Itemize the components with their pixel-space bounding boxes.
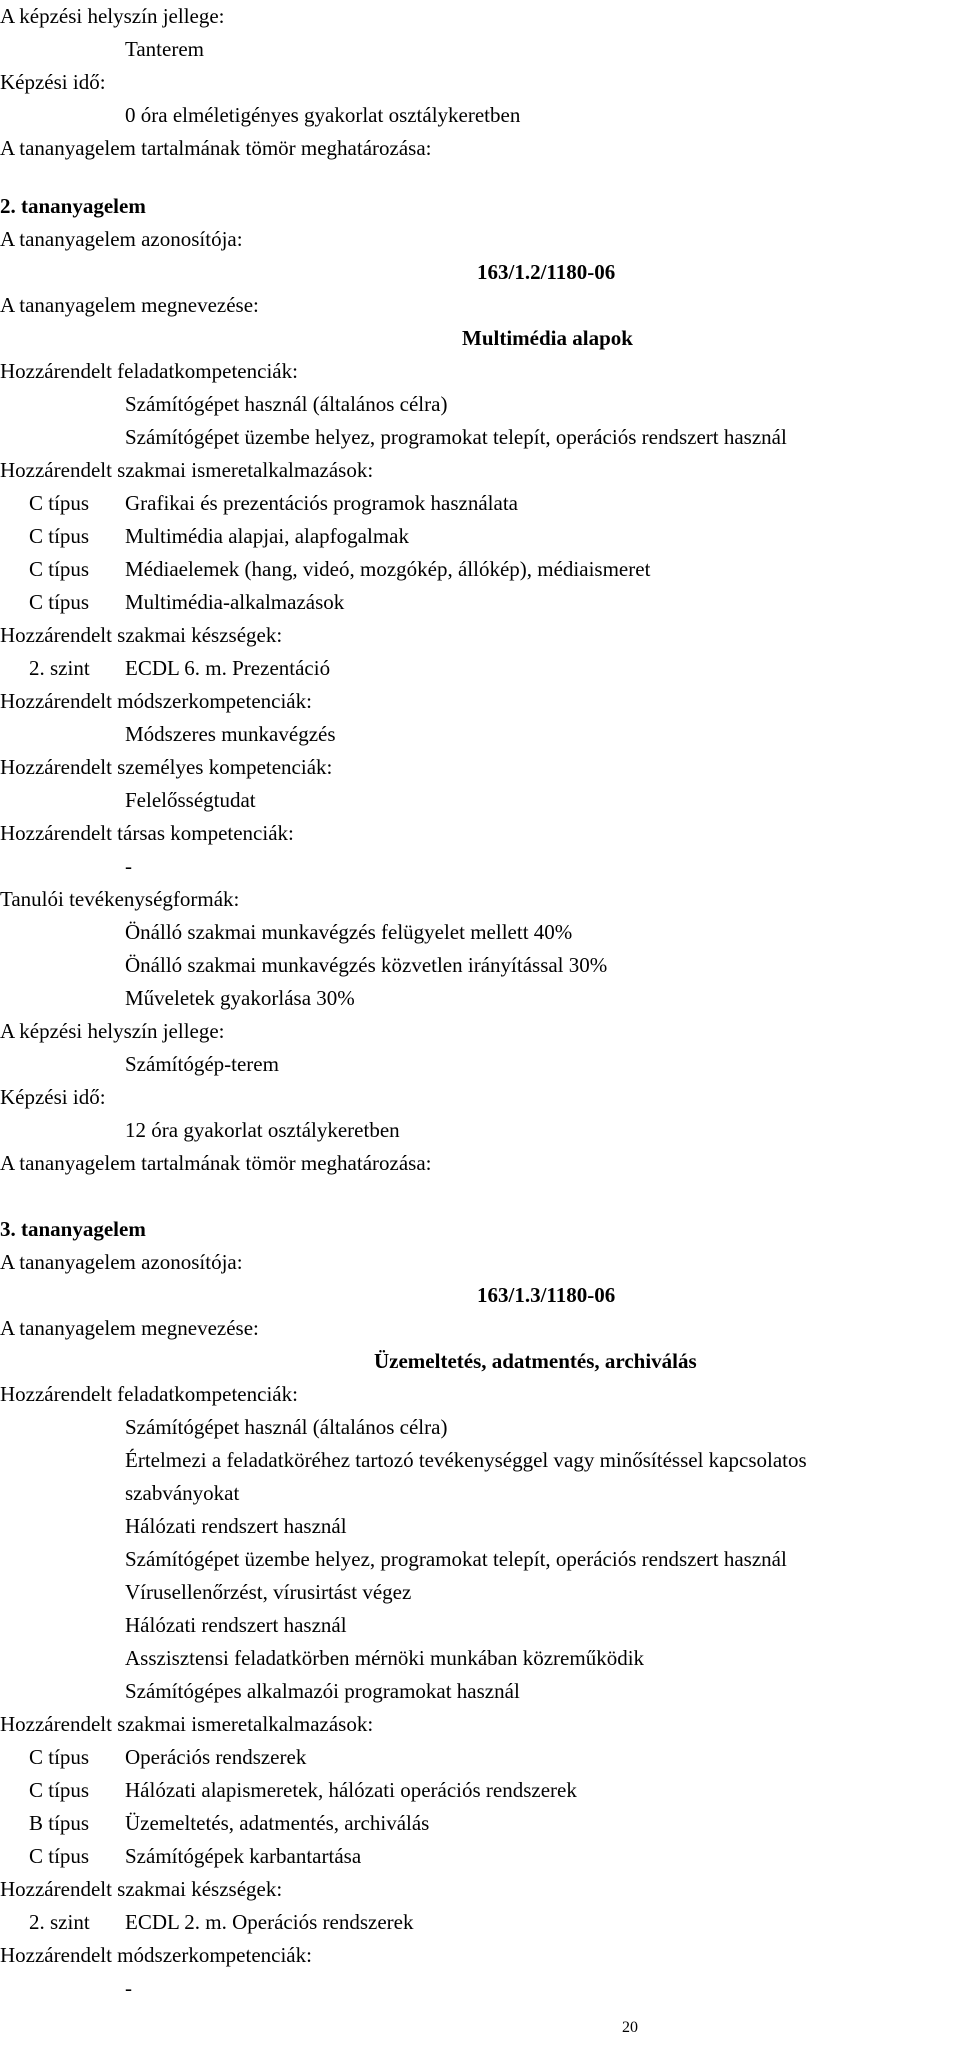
knowledge-type: C típus — [29, 1844, 90, 1868]
section-heading-3: 3. tananyagelem — [0, 1217, 146, 1241]
task-item: Vírusellenőrzést, vírusirtást végez — [125, 1580, 412, 1604]
knowledge-label: Hozzárendelt szakmai ismeretalkalmazások: — [0, 458, 374, 482]
knowledge-type: C típus — [29, 524, 90, 548]
task-item: szabványokat — [125, 1481, 240, 1505]
id-value: 163/1.2/1180-06 — [477, 260, 616, 284]
activity-item: Önálló szakmai munkavégzés felügyelet mellett 40% — [125, 920, 573, 944]
knowledge-type: C típus — [29, 557, 90, 581]
activity-item: Műveletek gyakorlása 30% — [125, 986, 355, 1010]
duration-label: Képzési idő: — [0, 1085, 106, 1109]
task-label: Hozzárendelt feladatkompetenciák: — [0, 359, 298, 383]
skill-text: ECDL 6. m. Prezentáció — [125, 656, 331, 680]
task-item: Hálózati rendszert használ — [125, 1613, 347, 1637]
task-item: Hálózati rendszert használ — [125, 1514, 347, 1538]
location-label: A képzési helyszín jellege: — [0, 4, 225, 28]
duration-value: 12 óra gyakorlat osztálykeretben — [125, 1118, 400, 1142]
personal-label: Hozzárendelt személyes kompetenciák: — [0, 755, 333, 779]
name-value: Üzemeltetés, adatmentés, archiválás — [374, 1349, 697, 1373]
skills-label: Hozzárendelt szakmai készségek: — [0, 623, 283, 647]
location-label: A képzési helyszín jellege: — [0, 1019, 225, 1043]
task-item: Értelmezi a feladatköréhez tartozó tevékenységgel vagy minősítéssel kapcsolatos — [125, 1448, 807, 1472]
id-label: A tananyagelem azonosítója: — [0, 1250, 243, 1274]
activity-item: Önálló szakmai munkavégzés közvetlen irányítással 30% — [125, 953, 608, 977]
summary-label: A tananyagelem tartalmának tömör meghatározása: — [0, 136, 432, 160]
knowledge-text: Multimédia alapjai, alapfogalmak — [125, 524, 409, 548]
knowledge-text: Számítógépek karbantartása — [125, 1844, 362, 1868]
name-label: A tananyagelem megnevezése: — [0, 293, 259, 317]
id-label: A tananyagelem azonosítója: — [0, 227, 243, 251]
method-label: Hozzárendelt módszerkompetenciák: — [0, 1943, 312, 1967]
knowledge-text: Operációs rendszerek — [125, 1745, 307, 1769]
activity-label: Tanulói tevékenységformák: — [0, 887, 240, 911]
page-number: 20 — [622, 2019, 638, 2036]
personal-value: Felelősségtudat — [125, 788, 256, 812]
knowledge-type: C típus — [29, 491, 90, 515]
knowledge-type: C típus — [29, 590, 90, 614]
method-label: Hozzárendelt módszerkompetenciák: — [0, 689, 312, 713]
task-item: Számítógépet üzembe helyez, programokat telepít, operációs rendszert használ — [125, 425, 787, 449]
skill-text: ECDL 2. m. Operációs rendszerek — [125, 1910, 414, 1934]
knowledge-text: Multimédia-alkalmazások — [125, 590, 345, 614]
method-value: Módszeres munkavégzés — [125, 722, 336, 746]
location-value: Számítógép-terem — [125, 1052, 279, 1076]
knowledge-text: Grafikai és prezentációs programok használata — [125, 491, 518, 515]
task-label: Hozzárendelt feladatkompetenciák: — [0, 1382, 298, 1406]
task-item: Számítógépet használ (általános célra) — [125, 392, 448, 416]
skills-label: Hozzárendelt szakmai készségek: — [0, 1877, 283, 1901]
knowledge-text: Hálózati alapismeretek, hálózati operációs rendszerek — [125, 1778, 577, 1802]
section-heading-2: 2. tananyagelem — [0, 194, 146, 218]
method-value: - — [125, 1976, 132, 2000]
id-value: 163/1.3/1180-06 — [477, 1283, 616, 1307]
duration-value: 0 óra elméletigényes gyakorlat osztálykeretben — [125, 103, 521, 127]
duration-label: Képzési idő: — [0, 70, 106, 94]
skill-level: 2. szint — [29, 656, 90, 680]
knowledge-label: Hozzárendelt szakmai ismeretalkalmazások: — [0, 1712, 374, 1736]
knowledge-type: C típus — [29, 1778, 90, 1802]
social-value: - — [125, 854, 132, 878]
task-item: Számítógépet üzembe helyez, programokat telepít, operációs rendszert használ — [125, 1547, 787, 1571]
name-label: A tananyagelem megnevezése: — [0, 1316, 259, 1340]
knowledge-text: Médiaelemek (hang, videó, mozgókép, állókép), médiaismeret — [125, 557, 651, 581]
summary-label: A tananyagelem tartalmának tömör meghatározása: — [0, 1151, 432, 1175]
knowledge-type: C típus — [29, 1745, 90, 1769]
task-item: Számítógépes alkalmazói programokat használ — [125, 1679, 520, 1703]
skill-level: 2. szint — [29, 1910, 90, 1934]
name-value: Multimédia alapok — [462, 326, 633, 350]
knowledge-type: B típus — [29, 1811, 90, 1835]
task-item: Asszisztensi feladatkörben mérnöki munkában közreműködik — [125, 1646, 645, 1670]
social-label: Hozzárendelt társas kompetenciák: — [0, 821, 294, 845]
location-value: Tanterem — [125, 37, 204, 61]
knowledge-text: Üzemeltetés, adatmentés, archiválás — [125, 1811, 430, 1835]
task-item: Számítógépet használ (általános célra) — [125, 1415, 448, 1439]
